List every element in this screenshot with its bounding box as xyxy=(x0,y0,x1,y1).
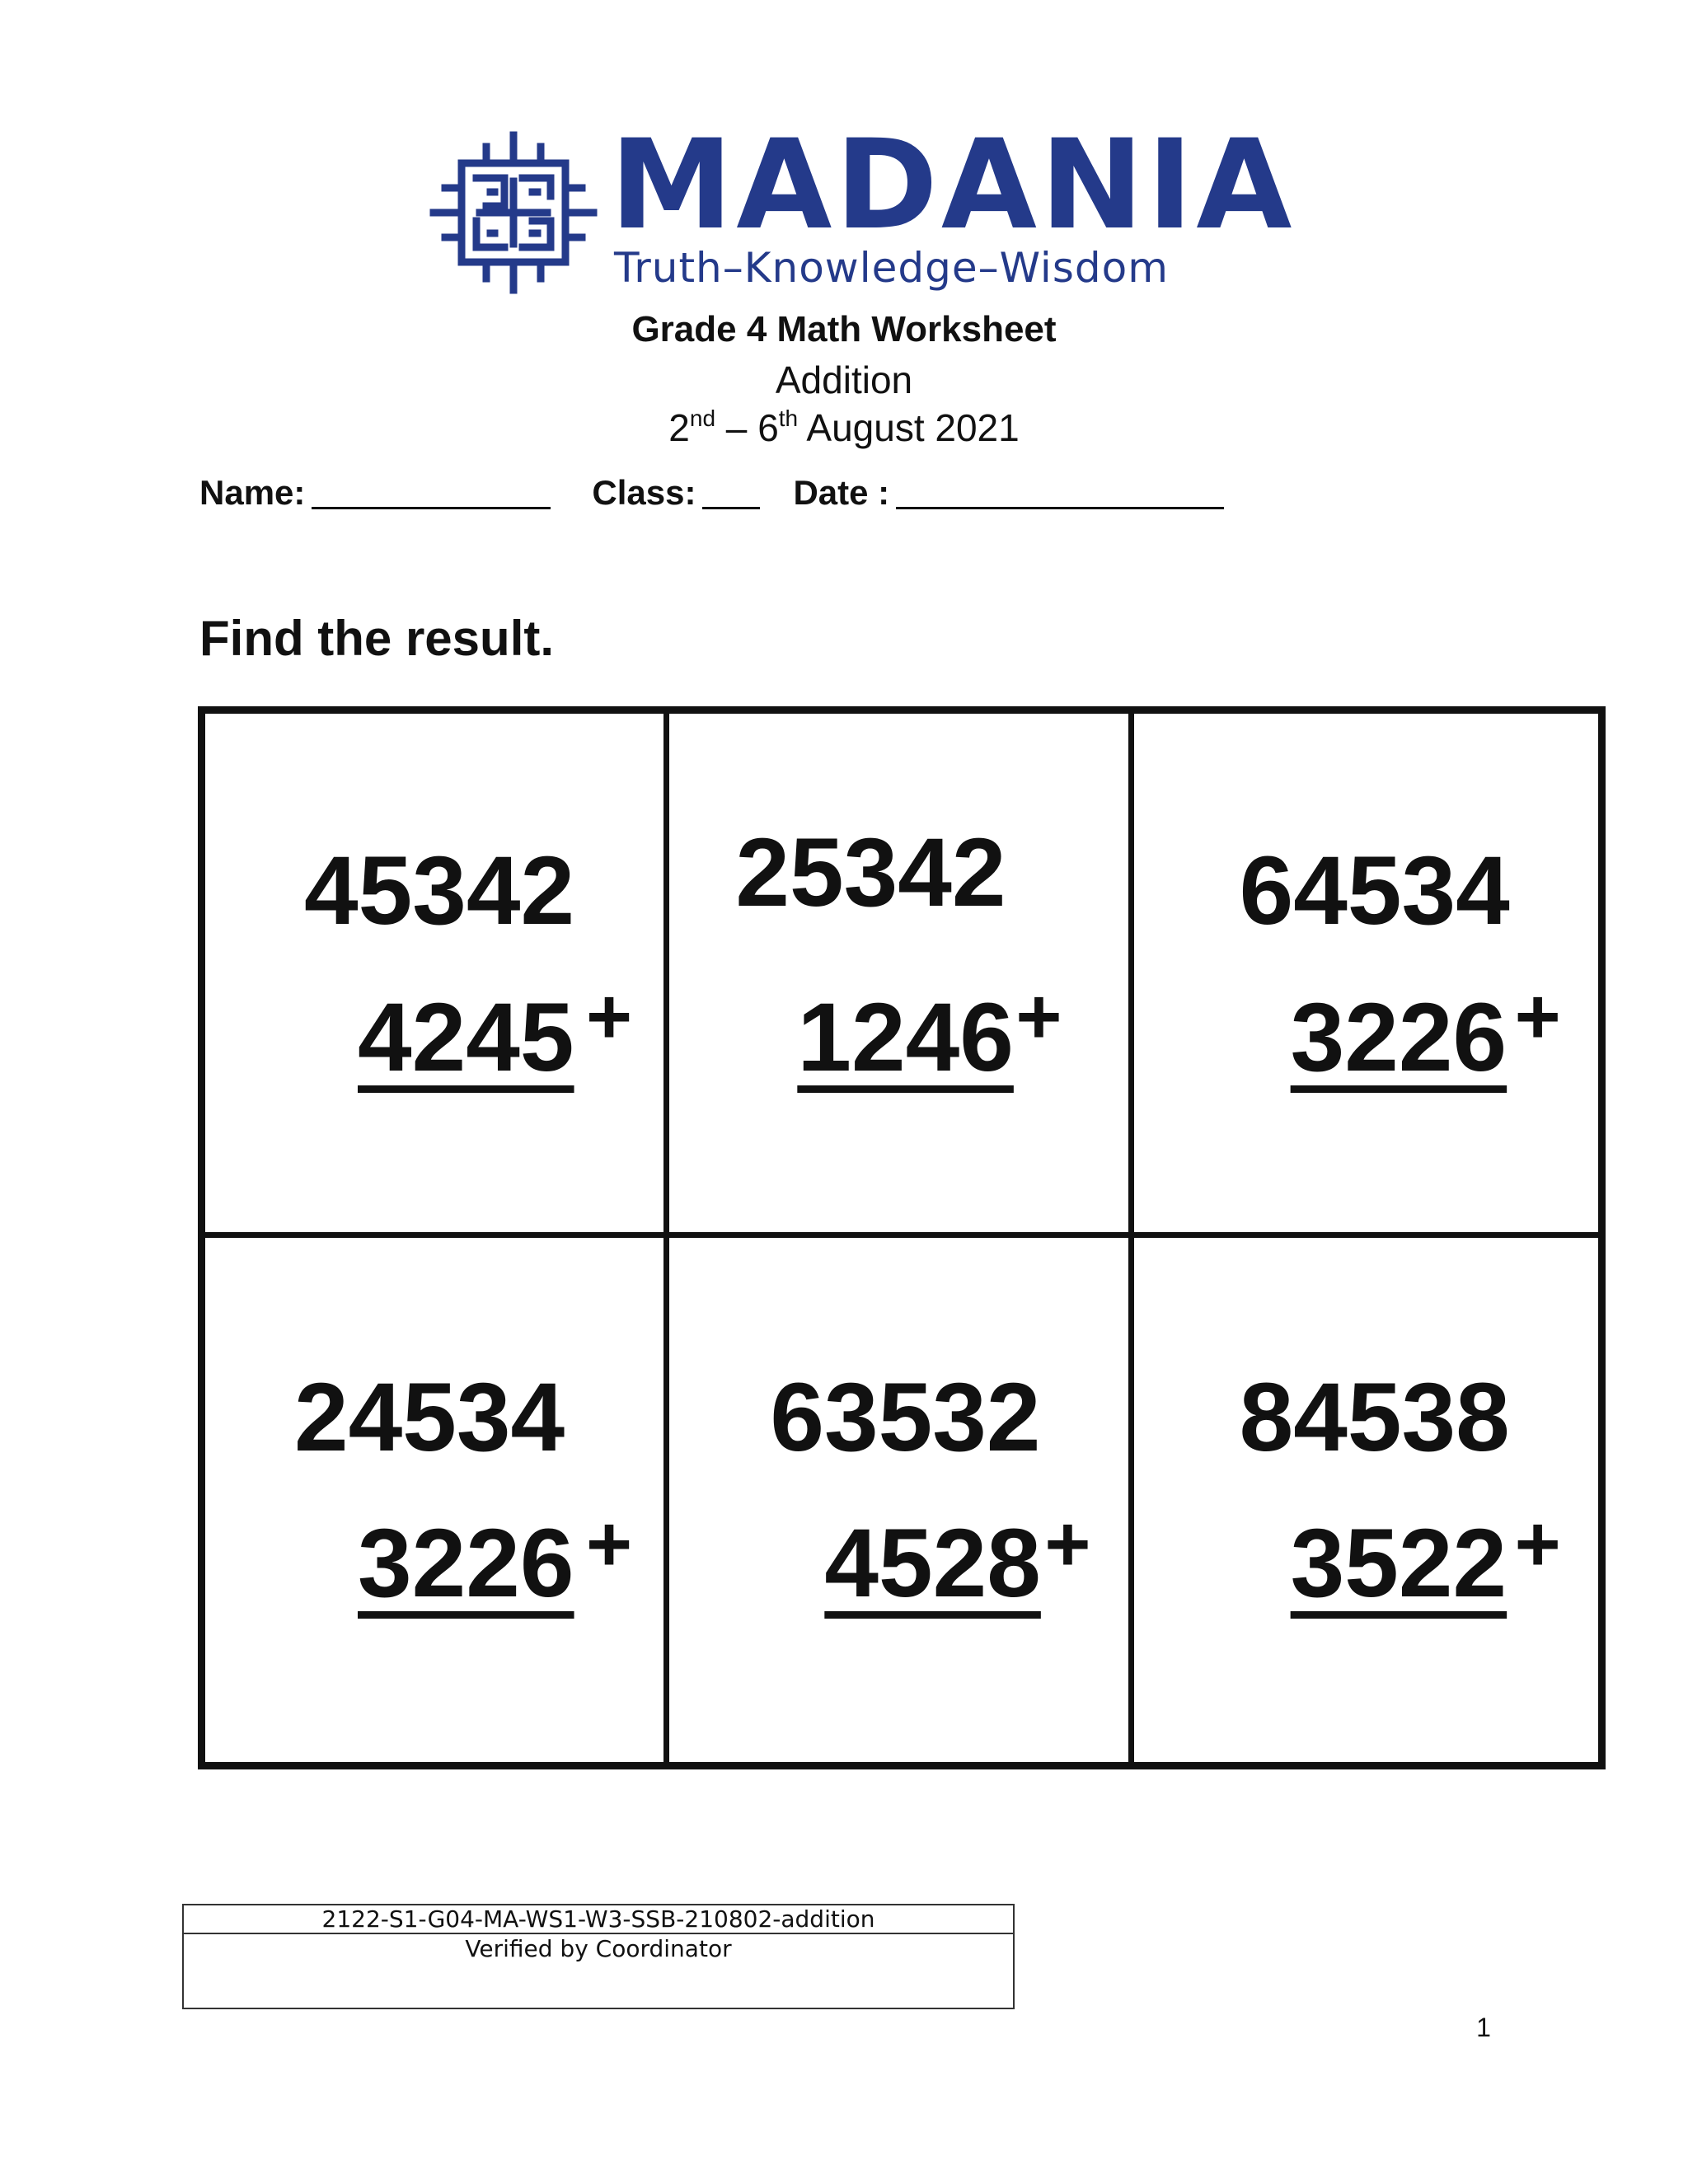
worksheet-title: Grade 4 Math Worksheet xyxy=(631,309,1057,349)
problem-bottom-number: 1246 xyxy=(797,983,1014,1092)
start-suffix: nd xyxy=(689,405,716,431)
logo-name: MADANIA xyxy=(610,114,1296,257)
problem-bottom-number: 4528 xyxy=(824,1509,1041,1618)
date-separator: – xyxy=(715,406,758,449)
problem-cell[interactable] xyxy=(669,714,1133,1238)
madania-logo-icon xyxy=(429,130,598,295)
verification-label: Verified by Coordinator xyxy=(465,1935,732,1962)
problem-bottom-number: 3226 xyxy=(358,1509,574,1618)
problem-cell[interactable] xyxy=(1134,714,1598,1238)
plus-icon: + xyxy=(1514,1500,1561,1588)
verification-box xyxy=(182,1904,1015,2009)
name-label: Name: xyxy=(199,473,306,512)
class-field[interactable] xyxy=(702,474,760,509)
problem-top-number: 45342 xyxy=(304,837,575,945)
class-label: Class: xyxy=(592,473,696,512)
document-code: 2122-S1-G04-MA-WS1-W3-SSB-210802-addition xyxy=(184,1905,1013,1934)
problem-bottom-number: 3226 xyxy=(1290,983,1507,1092)
plus-icon: + xyxy=(1514,972,1561,1061)
plus-icon: + xyxy=(1015,972,1062,1061)
problem-bottom-number: 3522 xyxy=(1290,1509,1507,1618)
problem-bottom-number: 4245 xyxy=(358,983,574,1092)
instruction-text: Find the result. xyxy=(199,611,555,666)
plus-icon: + xyxy=(1044,1500,1091,1588)
problem-top-number: 24534 xyxy=(294,1363,565,1472)
logo-tagline: Truth–Knowledge–Wisdom xyxy=(614,244,1169,292)
date-label: Date : xyxy=(793,473,890,512)
problem-cell[interactable] xyxy=(205,714,669,1238)
problems-grid xyxy=(198,706,1606,1769)
worksheet-dates xyxy=(0,404,1688,452)
end-suffix: th xyxy=(778,405,799,431)
date-field[interactable] xyxy=(896,474,1224,509)
problem-top-number: 84538 xyxy=(1239,1363,1510,1472)
start-day: 2 xyxy=(668,406,690,449)
problem-cell[interactable] xyxy=(669,1238,1133,1762)
problem-cell[interactable] xyxy=(1134,1238,1598,1762)
plus-icon: + xyxy=(586,1500,633,1588)
name-field[interactable] xyxy=(312,474,551,509)
problem-top-number: 63532 xyxy=(770,1363,1041,1472)
plus-icon: + xyxy=(586,972,633,1061)
problem-top-number: 25342 xyxy=(735,818,1006,927)
end-day: 6 xyxy=(757,406,779,449)
worksheet-subject: Addition xyxy=(775,359,913,401)
student-info-row xyxy=(199,471,1224,514)
problem-top-number: 64534 xyxy=(1239,837,1510,945)
problem-cell[interactable] xyxy=(205,1238,669,1762)
page-number: 1 xyxy=(1476,2013,1491,2042)
month-year: August 2021 xyxy=(798,406,1020,449)
